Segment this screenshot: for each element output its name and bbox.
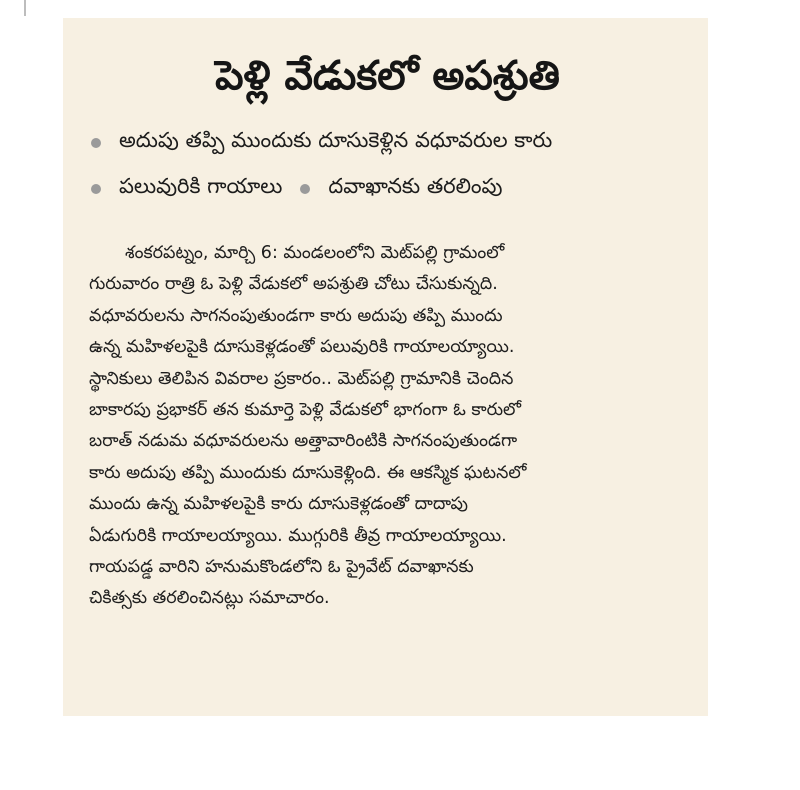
body-line: ఏడుగురికి గాయాలయ్యాయి. ముగ్గురికి తీవ్ర గాయాలయ్యాయి. xyxy=(89,525,507,546)
bullet-text: దవాఖానకు తరలింపు xyxy=(328,174,503,198)
body-line: వధూవరులను సాగనంపుతుండగా కారు అదుపు తప్పి ముందు xyxy=(89,305,503,326)
body-line: కారు అదుపు తప్పి ముందుకు దూసుకెళ్లింది. ఈ ఆకస్మిక ఘటనలో xyxy=(89,462,527,483)
headline: పెళ్లి వేడుకలో అపశ్రుతి xyxy=(215,53,560,99)
body-line: ముందు ఉన్న మహిళలపైకి కారు దూసుకెళ్లడంతో దాదాపు xyxy=(89,494,469,515)
bullet-line-2 xyxy=(89,166,686,212)
body-line: గాయపడ్డ వారిని హనుమకొండలోని ఓ ప్రైవేట్ దవాఖానకు xyxy=(89,557,474,578)
bullet-dot-icon xyxy=(91,138,101,148)
bullet-line-1 xyxy=(89,120,686,166)
bullet-list xyxy=(89,120,686,212)
body-line: ఉన్న మహిళలపైకి దూసుకెళ్లడంతో పలువురికి గాయాలయ్యాయి. xyxy=(89,337,515,358)
body-line: స్థానికులు తెలిపిన వివరాల ప్రకారం.. మెట్‌పల్లి గ్రామానికి చెందిన xyxy=(89,368,514,389)
body-line: చికిత్సకు తరలించినట్లు సమాచారం. xyxy=(89,588,330,609)
bullet-text: పలువురికి గాయాలు xyxy=(119,174,283,198)
body-line: బరాత్ నడుమ వధూవరులను అత్తావారింటికి సాగనంపుతుండగా xyxy=(89,431,518,452)
body-line: బాకారపు ప్రభాకర్ తన కుమార్తె పెళ్లి వేడుకలో భాగంగా ఓ కారులో xyxy=(89,400,522,421)
news-clipping xyxy=(63,18,708,716)
bullet-text: అదుపు తప్పి ముందుకు దూసుకెళ్లిన వధూవరుల కారు xyxy=(119,128,553,152)
page-edge-mark xyxy=(24,0,26,16)
body-line: గురువారం రాత్రి ఓ పెళ్లి వేడుకలో అపశ్రుతి చోటు చేసుకున్నది. xyxy=(89,274,498,295)
bullet-dot-icon xyxy=(300,184,310,194)
body-line: శంకరపట్నం, మార్చి 6: మండలంలోని మెట్‌పల్లి గ్రామంలో xyxy=(125,243,505,263)
article-body xyxy=(89,238,686,615)
bullet-dot-icon xyxy=(91,184,101,194)
